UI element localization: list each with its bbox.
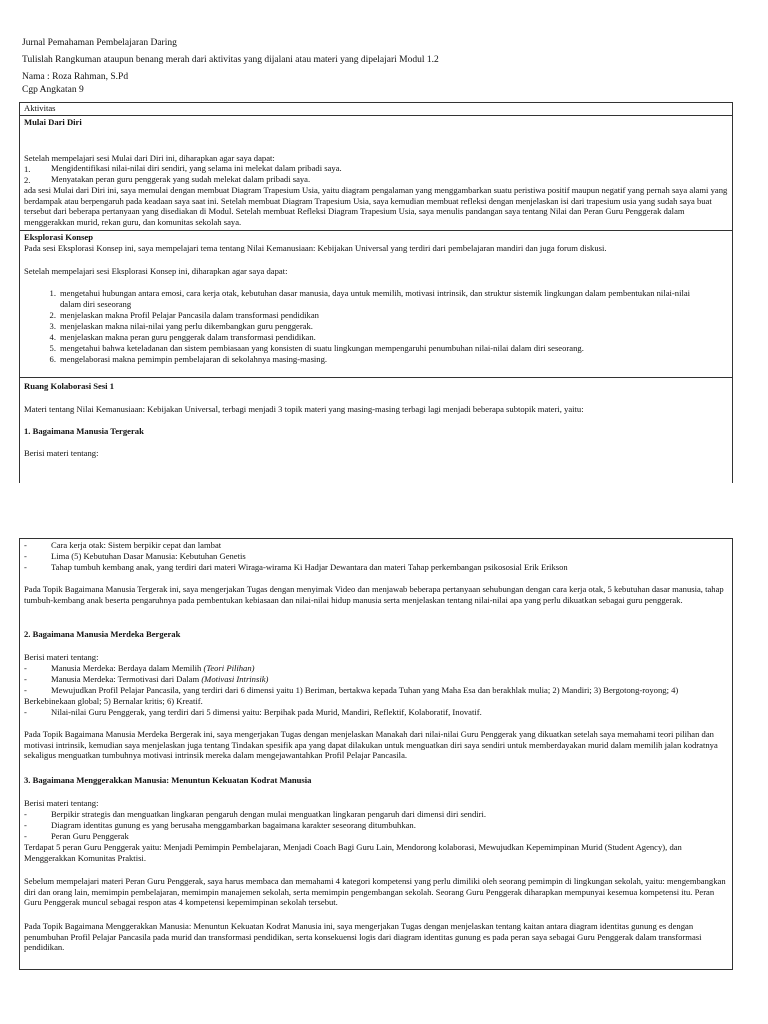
list-number: 4. bbox=[49, 332, 56, 342]
list-item: menjelaskan makna peran guru penggerak dalam transformasi pendidikan. bbox=[60, 332, 316, 342]
document-page-2 bbox=[0, 534, 768, 1024]
list-item: Peran Guru Penggerak bbox=[51, 831, 129, 841]
topic-paragraph: Sebelum mempelajari materi Peran Guru Penggerak, saya harus membaca dan memahami 4 kategori kompetensi yang perlu dimiliki oleh seorang pemimpin di lingkungan sekolah, yaitu: mengembangkan diri dan orang lain, memimpin pembelajaran, memimpin manajemen sekolah, serta memimpin pengembangan sekolah. Seorang Guru Penggerak diharapkan mempunyai kesemua kompetensi itu. Peran Guru Penggerak muncul sebagai respon atas 4 kompetensi kepemimpinan sekolah tersebut. bbox=[24, 876, 726, 908]
list-number: 1. bbox=[24, 164, 31, 174]
section-mulai-dari-diri bbox=[20, 115, 732, 230]
journal-title: Jurnal Pemahaman Pembelajaran Daring bbox=[22, 38, 177, 48]
list-item: Cara kerja otak: Sistem berpikir cepat dan lambat bbox=[51, 540, 222, 550]
list-item: Manusia Merdeka: Termotivasi dari Dalam (Motivasi Intrinsik) bbox=[51, 674, 269, 684]
section-paragraph: Setelah mempelajari sesi Eksplorasi Konsep ini, diharapkan agar saya dapat: bbox=[24, 266, 288, 276]
journal-instruction: Tulislah Rangkuman ataupun benang merah dari aktivitas yang dijalani atau materi yang dipelajari Modul 1.2 bbox=[22, 55, 439, 65]
list-number: 1. bbox=[49, 288, 56, 298]
list-item: Lima (5) Kebutuhan Dasar Manusia: Kebutuhan Genetis bbox=[51, 551, 246, 561]
list-number: 2. bbox=[24, 175, 31, 185]
document-page-1 bbox=[0, 0, 768, 483]
section-title: Ruang Kolaborasi Sesi 1 bbox=[24, 381, 115, 391]
author-group: Cgp Angkatan 9 bbox=[22, 85, 84, 95]
list-bullet: - bbox=[24, 820, 27, 830]
list-item: Tahap tumbuh kembang anak, yang terdiri dari materi Wiraga-wirama Ki Hadjar Dewantara dan materi Tahap perkembangan psikososial Erik Erikson bbox=[51, 562, 568, 572]
column-header-aktivitas: Aktivitas bbox=[24, 103, 56, 113]
list-item: mengetahui hubungan antara emosi, cara kerja otak, kebutuhan dasar manusia, daya untuk memilih, motivasi intrinsik, dan struktur sistemik lingkungan dalam pembentukan nilai-nilai dalam diri seseorang bbox=[60, 288, 691, 309]
list-number: 6. bbox=[49, 354, 56, 364]
list-item: Nilai-nilai Guru Penggerak, yang terdiri dari 5 dimensi yaitu: Berpihak pada Murid, Mandiri, Reflektif, Kolaboratif, Inovatif. bbox=[51, 707, 482, 717]
topic-paragraph: Terdapat 5 peran Guru Penggerak yaitu: Menjadi Pemimpin Pembelajaran, Menjadi Coach Bagi Guru Lain, Mendorong kolaborasi, Mewujudkan Kepemimpinan Murid (Student Agency), dan Menggerakkan Komunitas Praktisi. bbox=[24, 842, 682, 863]
topic-paragraph: Pada Topik Bagaimana Menggerakkan Manusia: Menuntun Kekuatan Kodrat Manusia ini, saya mengerjakan Tugas dengan menjelaskan tentang kaitan antara diagram identitas gunung es dengan penumbuhan Profil Pelajar Pancasila pada murid dan transformasi pendidikan, serta konsekuensi logis dari diagram identitas gunung es pada peran saya sebagai Guru Penggerak dalam transformasi pendidikan. bbox=[24, 921, 702, 953]
list-item: Mengidentifikasi nilai-nilai diri sendiri, yang selama ini melekat dalam pribadi saya. bbox=[51, 163, 342, 173]
page-gap bbox=[0, 483, 768, 534]
list-item: Menyatakan peran guru penggerak yang sudah melekat dalam pribadi saya. bbox=[51, 174, 311, 184]
topic-paragraph: Pada Topik Bagaimana Manusia Merdeka Bergerak ini, saya mengerjakan Tugas dengan menjelaskan Manakah dari nilai-nilai Guru Penggerak yang dikuatkan setelah saya memahami teori pilihan dan motivasi intrinsik, kemudian saya menjelaskan juga tentang Tindakan spesifik apa yang dapat dilakukan untuk menguatkan diri saya sendiri untuk memberdayakan murid dalam memilih jalan kodratnya sekaligus menguatkan tumbuhnya motivasi intrinsik mereka dalam mengejawantahkan Profil Pelajar Pancasila. bbox=[24, 729, 718, 761]
table-header-cell bbox=[20, 103, 732, 115]
activity-table-continued bbox=[19, 538, 733, 970]
activity-table bbox=[19, 102, 733, 483]
section-ruang-kolaborasi-continued bbox=[20, 539, 732, 971]
topic-paragraph: Pada Topik Bagaimana Manusia Tergerak ini, saya mengerjakan Tugas dengan menyimak Video dan menjawab beberapa pertanyaan sehubungan dengan cara kerja otak, 5 kebutuhan dasar manusia, tahap tumbuh-kembang anak beserta pengaruhnya pada pembentukan kebiasaan dan nilai-nilai hidup manusia serta menjelaskan tentang nilai-nilai apa yang perlu dikuatkan sebagai guru penggerak. bbox=[24, 584, 724, 605]
list-bullet: - bbox=[24, 551, 27, 561]
subtopic-intro: Berisi materi tentang: bbox=[24, 798, 99, 808]
list-number: 3. bbox=[49, 321, 56, 331]
section-paragraph: Pada sesi Eksplorasi Konsep ini, saya mempelajari tema tentang Nilai Kemanusiaan: Kebijakan Universal yang terdiri dari pembelajaran mandiri dan juga forum diskusi. bbox=[24, 243, 607, 253]
section-paragraph: Materi tentang Nilai Kemanusiaan: Kebijakan Universal, terbagi menjadi 3 topik materi yang masing-masing terbagi lagi menjadi beberapa subtopik materi, yaitu: bbox=[24, 404, 584, 414]
list-bullet: - bbox=[24, 707, 27, 717]
list-number: 5. bbox=[49, 343, 56, 353]
list-item: Diagram identitas gunung es yang berusaha menggambarkan bagaimana karakter seseorang ditumbuhkan. bbox=[51, 820, 416, 830]
subtopic-intro: Berisi materi tentang: bbox=[24, 448, 99, 458]
list-bullet: - bbox=[24, 540, 27, 550]
subtopic-heading: 3. Bagaimana Menggerakkan Manusia: Menuntun Kekuatan Kodrat Manusia bbox=[24, 775, 312, 785]
subtopic-heading: 1. Bagaimana Manusia Tergerak bbox=[24, 426, 144, 436]
section-body: ada sesi Mulai dari Diri ini, saya memulai dengan membuat Diagram Trapesium Usia, yaitu diagram pengalaman yang menggambarkan suatu peristiwa positif maupun negatif yang pernah saya alami yang berdampak atau berpengaruh pada keadaan saya saat ini. Setelah membuat Diagram Trapesium Usia, saya kemudian membuat refleksi dengan menjelaskan isi dari trapesium usia yang sudah saya buat tersebut dari beberapa pertanyaan yang disediakan di Modul. Setelah membuat Refleksi Diagram Trapesium Usia, saya menulis pandangan saya tentang Nilai dan Peran Guru Penggerak dalam menggerakkan murid, rekan guru, dan komunitas sekolah saya. bbox=[24, 185, 728, 227]
author-name: Nama : Roza Rahman, S.Pd bbox=[22, 72, 129, 82]
list-item: Mewujudkan Profil Pelajar Pancasila, yang terdiri dari 6 dimensi yaitu 1) Beriman, bertakwa kepada Tuhan yang Maha Esa dan berakhlak mulia; 2) Mandiri; 3) Bergotong-royong; 4) Berkebinekaan global; 5) Bernalar kritis; 6) Kreatif. bbox=[24, 685, 679, 706]
list-bullet: - bbox=[24, 674, 27, 684]
list-item: Manusia Merdeka: Berdaya dalam Memilih (Teori Pilihan) bbox=[51, 663, 255, 673]
subtopic-heading: 2. Bagaimana Manusia Merdeka Bergerak bbox=[24, 629, 181, 639]
list-number: 2. bbox=[49, 310, 56, 320]
section-title: Mulai Dari Diri bbox=[24, 117, 82, 127]
subtopic-intro: Berisi materi tentang: bbox=[24, 652, 99, 662]
list-item: mengetahui bahwa keteladanan dan sistem pembiasaan yang konsisten di suatu lingkungan mempengaruhi penumbuhan nilai-nilai dalam diri seseorang. bbox=[60, 343, 584, 353]
section-title: Eksplorasi Konsep bbox=[24, 232, 94, 242]
list-bullet: - bbox=[24, 685, 27, 695]
list-item: Berpikir strategis dan menguatkan lingkaran pengaruh dengan mulai menguatkan lingkaran pengaruh dari dimensi diri sendiri. bbox=[51, 809, 487, 819]
section-eksplorasi-konsep bbox=[20, 230, 732, 377]
list-bullet: - bbox=[24, 663, 27, 673]
list-item: mengelaborasi makna pemimpin pembelajaran di sekolahnya masing-masing. bbox=[60, 354, 328, 364]
list-bullet: - bbox=[24, 831, 27, 841]
list-item: menjelaskan makna Profil Pelajar Pancasila dalam transformasi pendidikan bbox=[60, 310, 319, 320]
section-ruang-kolaborasi bbox=[20, 377, 732, 484]
section-intro: Setelah mempelajari sesi Mulai dari Diri ini, diharapkan agar saya dapat: bbox=[24, 153, 275, 163]
list-bullet: - bbox=[24, 562, 27, 572]
list-item: menjelaskan makna nilai-nilai yang perlu dikembangkan guru penggerak. bbox=[60, 321, 313, 331]
list-bullet: - bbox=[24, 809, 27, 819]
